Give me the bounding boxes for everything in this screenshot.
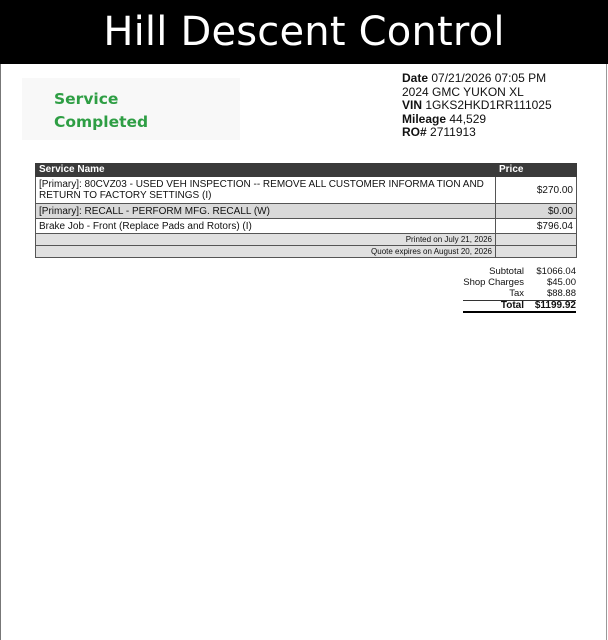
vin-line	[402, 99, 552, 113]
tax-row	[440, 288, 576, 299]
price-cell: $270.00	[496, 177, 577, 204]
date-line	[402, 72, 552, 86]
empty-cell	[496, 246, 577, 258]
table-row	[36, 177, 577, 204]
total-underline	[463, 311, 576, 313]
date-value: 07/21/2026 07:05 PM	[431, 71, 547, 85]
table-row	[36, 219, 577, 234]
shop-charges-value: $45.00	[546, 277, 576, 288]
vehicle-info	[402, 72, 552, 140]
banner-title: Hill Descent Control	[0, 0, 608, 64]
status-text: Service Completed	[54, 90, 149, 131]
vehicle-model: 2024 GMC YUKON XL	[402, 84, 524, 99]
price-header: Price	[496, 164, 577, 177]
subtotal-row	[440, 266, 576, 277]
date-label: Date	[402, 71, 429, 85]
status-stamp	[22, 78, 240, 140]
service-name-cell: Brake Job - Front (Replace Pads and Rotors) (I)	[36, 219, 496, 234]
vin-label: VIN	[402, 98, 423, 112]
shop-charges-label: Shop Charges	[463, 277, 524, 288]
empty-cell	[496, 234, 577, 246]
quote-expires-row	[36, 246, 577, 258]
ro-value: 2711913	[430, 125, 476, 139]
printed-on-text: Printed on July 21, 2026	[36, 234, 496, 246]
shop-charges-row	[440, 277, 576, 288]
printed-on-row	[36, 234, 577, 246]
tax-label: Tax	[509, 288, 524, 299]
quote-expires-text: Quote expires on August 20, 2026	[36, 246, 496, 258]
table-header-row	[36, 164, 577, 177]
ro-label: RO#	[402, 125, 427, 139]
service-name-cell: [Primary]: RECALL - PERFORM MFG. RECALL (W)	[36, 204, 496, 219]
document-page	[0, 64, 607, 640]
service-name-header: Service Name	[36, 164, 496, 177]
table-row	[36, 204, 577, 219]
total-divider	[463, 300, 576, 301]
subtotal-label: Subtotal	[489, 266, 524, 277]
vin-value: 1GKS2HKD1RR111025	[425, 98, 552, 112]
totals-block	[440, 266, 576, 312]
price-cell: $0.00	[496, 204, 577, 219]
price-cell: $796.04	[496, 219, 577, 234]
service-name-cell: [Primary]: 80CVZ03 - USED VEH INSPECTION -- REMOVE ALL CUSTOMER INFORMA TION AND RETURN TO FACTORY SETTINGS (I)	[36, 177, 496, 204]
total-value: $1199.92	[534, 300, 576, 311]
total-label: Total	[500, 300, 524, 311]
ro-line	[402, 126, 552, 140]
services-table	[35, 163, 577, 258]
mileage-value: 44,529	[449, 111, 487, 126]
tax-value: $88.88	[546, 288, 576, 299]
mileage-line	[402, 113, 552, 127]
mileage-label: Mileage	[402, 111, 447, 126]
subtotal-value: $1066.04	[536, 266, 576, 277]
